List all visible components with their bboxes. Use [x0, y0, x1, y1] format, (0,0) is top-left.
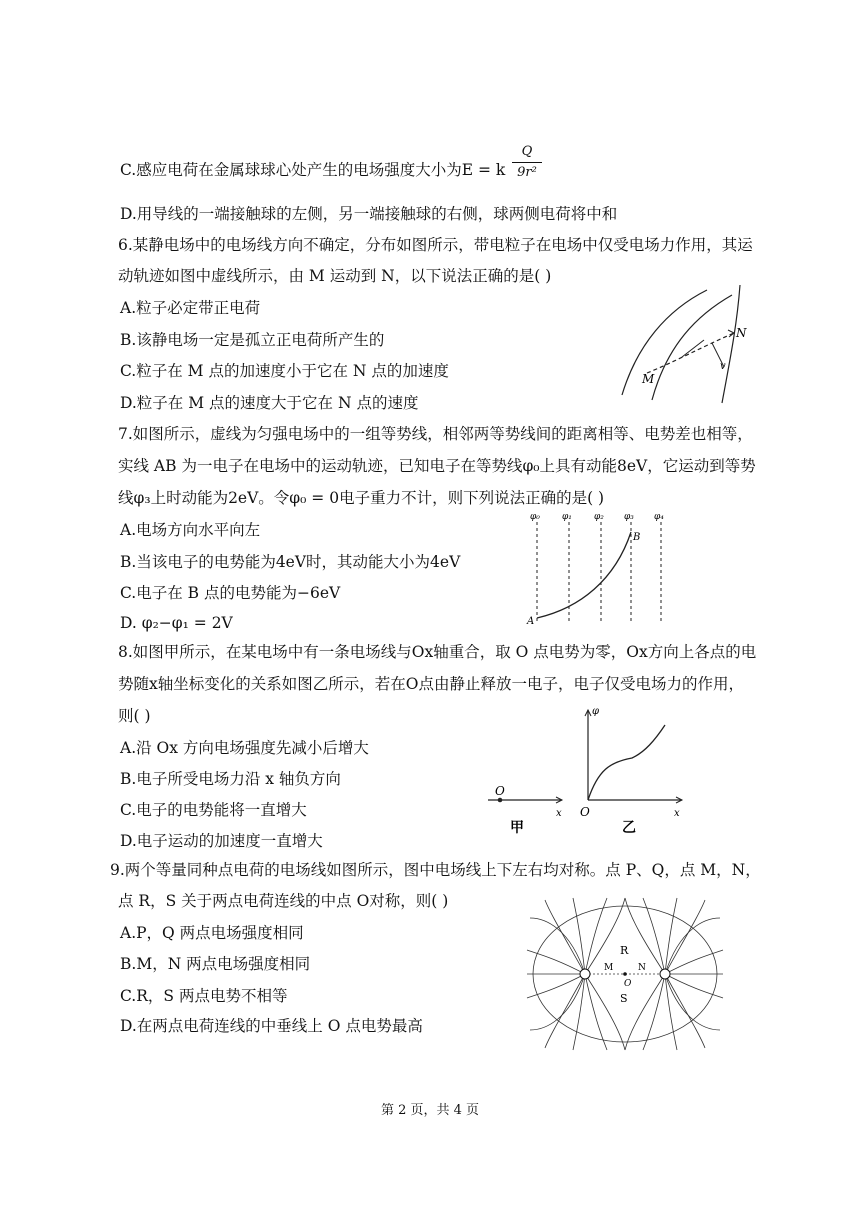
q9-midpoint-o — [623, 972, 627, 976]
q6-option-b: B.该静电场一定是孤立正电荷所产生的 — [120, 331, 385, 349]
q5-option-d: D.用导线的一端接触球的左侧，另一端接触球的右侧，球两侧电荷将中和 — [120, 205, 618, 223]
q8-label-jia: 甲 — [510, 820, 524, 836]
q6-field-line-right — [722, 285, 740, 403]
q8-yi-label-o: O — [580, 805, 590, 819]
q7-stem-line3: 线φ₃上时动能为2eV。令φ₀ = 0电子重力不计，则下列说法正确的是( ) — [118, 489, 605, 507]
q7-label-phi1: φ₁ — [562, 512, 572, 522]
q7-label-a: A — [527, 616, 535, 627]
q9-label-n: N — [638, 963, 646, 973]
q9-label-s: S — [620, 992, 628, 1005]
q8-jia-label-o: O — [495, 784, 505, 798]
q7-option-b: B.当该电子的电势能为4eV时，其动能大小为4eV — [120, 553, 461, 571]
q8-option-d: D.电子运动的加速度一直增大 — [120, 832, 323, 850]
q8-stem-line1: 8.如图甲所示，在某电场中有一条电场线与Ox轴重合，取 O 点电势为零，Ox方向上各点的电 — [118, 643, 757, 661]
q6-label-m: M — [642, 372, 655, 386]
q7-label-b: B — [633, 532, 641, 543]
q6-field-lines-figure — [612, 285, 762, 405]
q8-option-b: B.电子所受电场力沿 x 轴负方向 — [120, 770, 341, 788]
q8-label-yi: 乙 — [622, 820, 636, 836]
q9-option-c: C.R，S 两点电势不相等 — [120, 987, 288, 1005]
q8-stem-line3: 则( ) — [118, 707, 151, 725]
q9-charge-right — [660, 969, 670, 979]
q6-label-n: N — [736, 326, 747, 340]
q9-stem-line1: 9.两个等量同种点电荷的电场线如图所示，图中电场线上下左右均对称。点 P、Q，点 M，N， — [110, 861, 761, 879]
q9-label-r: R — [620, 944, 629, 957]
q7-stem-line2: 实线 AB 为一电子在电场中的运动轨迹，已知电子在等势线φ₀上具有动能8eV，它运动到等势 — [118, 457, 756, 475]
q5-fraction-denominator: 9r² — [517, 165, 537, 180]
q9-charge-left — [580, 969, 590, 979]
q8-jia-origin-dot — [498, 798, 503, 803]
q7-option-d: D. φ₂−φ₁ = 2V — [120, 614, 233, 632]
q8-stem-line2: 势随x轴坐标变化的关系如图乙所示，若在O点由静止释放一电子，电子仅受电场力的作用， — [118, 675, 744, 693]
q7-stem-line1: 7.如图所示，虚线为匀强电场中的一组等势线，相邻两等势线间的距离相等、电势差也相等， — [118, 425, 753, 443]
q8-yi-label-phi: φ — [592, 706, 600, 717]
q6-stem-line1: 6.某静电场中的电场线方向不确定，分布如图所示，带电粒子在电场中仅受电场力作用，其运 — [118, 236, 753, 254]
q5-option-c: C.感应电荷在金属球球心处产生的电场强度大小为E = k — [120, 161, 506, 179]
q9-option-a: A.P，Q 两点电场强度相同 — [120, 924, 304, 942]
q6-option-c: C.粒子在 M 点的加速度小于它在 N 点的加速度 — [120, 362, 449, 380]
page-footer: 第 2 页，共 4 页 — [380, 1103, 480, 1118]
q5-fraction-bar — [512, 162, 542, 163]
q7-equipotential-figure — [525, 510, 675, 628]
q9-option-d: D.在两点电荷连线的中垂线上 O 点电势最高 — [120, 1017, 423, 1035]
q6-option-d: D.粒子在 M 点的速度大于它在 N 点的速度 — [120, 394, 419, 412]
q9-field-lines-figure — [525, 898, 725, 1050]
q8-option-c: C.电子的电势能将一直增大 — [120, 801, 307, 819]
q8-figure — [470, 700, 690, 840]
q7-label-phi4: φ₄ — [654, 512, 664, 522]
q9-label-o: O — [624, 979, 632, 989]
q6-field-line-middle — [652, 295, 732, 400]
q7-option-c: C.电子在 B 点的电势能为−6eV — [120, 584, 341, 602]
q7-option-a: A.电场方向水平向左 — [120, 521, 261, 539]
q6-option-a: A.粒子必定带正电荷 — [120, 299, 261, 317]
q7-label-phi2: φ₂ — [594, 512, 604, 522]
q8-option-a: A.沿 Ox 方向电场强度先减小后增大 — [120, 739, 369, 757]
q9-label-m: M — [604, 963, 614, 973]
q7-trajectory-ab — [537, 532, 631, 618]
q8-yi-potential-curve — [588, 725, 665, 800]
q6-trajectory-arrowhead — [728, 330, 734, 337]
q6-field-line-left — [622, 290, 707, 395]
q9-stem-line2: 点 R，S 关于两点电荷连线的中点 O对称，则( ) — [118, 892, 449, 910]
q6-stem-line2: 动轨迹如图中虚线所示，由 M 运动到 N，以下说法正确的是( ) — [118, 267, 552, 285]
q7-label-phi3: φ₃ — [624, 512, 634, 522]
q5-fraction-numerator: Q — [521, 144, 533, 159]
q9-option-b: B.M，N 两点电场强度相同 — [120, 955, 311, 973]
q6-label-v: v — [720, 361, 726, 372]
q7-label-phi0: φ₀ — [530, 512, 540, 522]
q8-jia-label-x: x — [556, 808, 562, 819]
q8-yi-label-x: x — [674, 808, 680, 819]
